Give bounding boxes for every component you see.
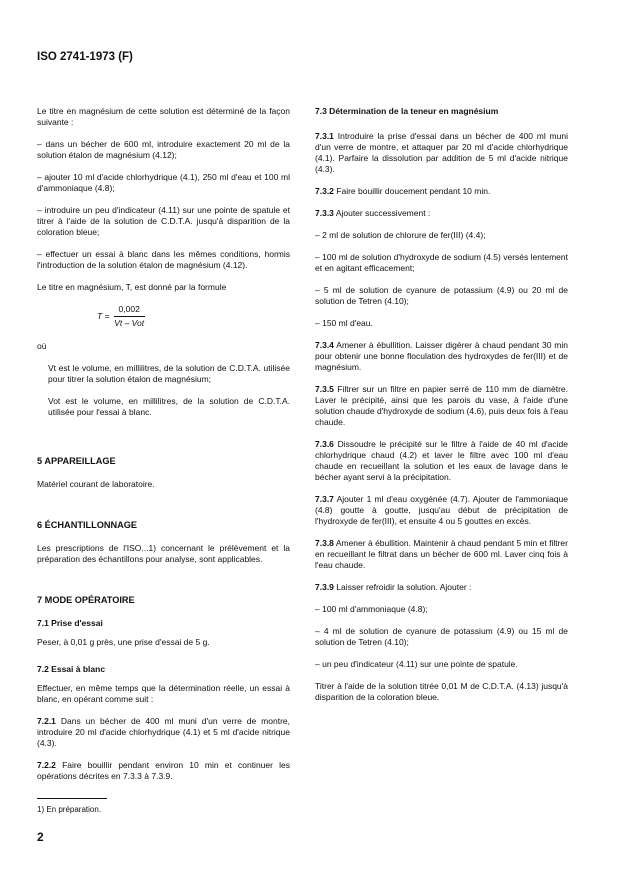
- document-header: ISO 2741-1973 (F): [37, 51, 133, 63]
- section-7-2-title: 7.2 Essai à blanc: [37, 664, 106, 674]
- section-text: Faire bouillir doucement pendant 10 min.: [336, 186, 491, 196]
- section-number: 7.3.6: [315, 439, 334, 449]
- section-7-3-8: [315, 538, 568, 571]
- list-item: – 100 ml de solution d'hydroxyde de sodium (4.5) versés lentement et en agitant efficacement;: [315, 252, 568, 273]
- section-7-title: 7 MODE OPÉRATOIRE: [37, 595, 135, 605]
- section-7-2-1: [37, 716, 290, 749]
- section-6-text: Les prescriptions de l'ISO...1) concernant le prélèvement et la préparation des échantillons pour analyse, sont applicables.: [37, 543, 290, 564]
- list-item: – 2 ml de solution de chlorure de fer(III) (4.4);: [315, 230, 486, 240]
- section-text: Amener à ébullition. Maintenir à chaud pendant 5 min et filtrer en recueillant le filtrat dans un bécher de 600 ml. Laver cinq fois à l'eau chaude.: [315, 538, 568, 570]
- step-item: – ajouter 10 ml d'acide chlorhydrique (4.1), 250 ml d'eau et 100 ml d'ammoniaque (4.8);: [37, 172, 290, 193]
- section-text: Amener à ébullition. Laisser digérer à chaud pendant 30 min pour obtenir une bonne floculation des hydroxydes de fer(III) et de magnésium.: [315, 340, 568, 372]
- section-text: Dans un bécher de 400 ml muni d'un verre de montre, introduire 20 ml d'acide chlorhydrique (4.1) et 5 ml d'acide nitrique (4.3).: [37, 716, 290, 748]
- section-text: Introduire la prise d'essai dans un bécher de 400 ml muni d'un verre de montre, et attaquer par 20 ml d'acide chlorhydrique (4.1). Parfaire la dissolution par addition de 5 ml d'acide nitrique (4.3).: [315, 131, 568, 174]
- section-5-text: Matériel courant de laboratoire.: [37, 479, 155, 489]
- section-7-3-9: [315, 582, 568, 593]
- section-text: Faire bouillir pendant environ 10 min et continuer les opérations décrites en 7.3.3 à 7.3.9.: [37, 760, 290, 781]
- section-number: 7.3.9: [315, 582, 334, 592]
- step-item: – dans un bécher de 600 ml, introduire exactement 20 ml de la solution étalon de magnésium (4.12);: [37, 139, 290, 160]
- section-7-3-2: [315, 186, 568, 197]
- intro-paragraph: Le titre en magnésium de cette solution est déterminé de la façon suivante :: [37, 106, 290, 127]
- list-item: – un peu d'indicateur (4.11) sur une pointe de spatule.: [315, 659, 518, 669]
- section-7-1-title: 7.1 Prise d'essai: [37, 618, 103, 628]
- formula-intro: Le titre en magnésium, T, est donné par la formule: [37, 282, 227, 292]
- section-7-3-5: [315, 384, 568, 428]
- section-7-3-3: [315, 208, 568, 219]
- section-text: Ajouter 1 ml d'eau oxygénée (4.7). Ajouter de l'ammoniaque (4.8) goutte à goutte, jusqu'au début de précipitation de l'hydroxyde de fer(III), et ensuite 4 ou 5 gouttes en excès.: [315, 494, 568, 526]
- section-7-3-7: [315, 494, 568, 527]
- section-number: 7.3.3: [315, 208, 334, 218]
- step-item: – effectuer un essai à blanc dans les mêmes conditions, hormis l'introduction de la solution étalon de magnésium (4.12).: [37, 249, 290, 270]
- step-item: – introduire un peu d'indicateur (4.11) sur une pointe de spatule et titrer à l'aide de la solution de C.D.T.A. jusqu'à disparition de la coloration bleue;: [37, 205, 290, 237]
- footnote: 1) En préparation.: [37, 805, 102, 814]
- left-column: [37, 106, 290, 793]
- formula: [97, 304, 290, 329]
- list-item: – 100 ml d'ammoniaque (4.8);: [315, 604, 428, 614]
- section-6-title: 6 ÉCHANTILLONNAGE: [37, 520, 138, 530]
- section-number: 7.2.2: [37, 760, 56, 770]
- section-text: Ajouter successivement :: [335, 208, 431, 218]
- right-column: [315, 106, 568, 714]
- final-paragraph: Titrer à l'aide de la solution titrée 0,01 M de C.D.T.A. (4.13) jusqu'à disparition de la coloration bleue.: [315, 681, 568, 702]
- section-7-3-1: [315, 131, 568, 175]
- section-number: 7.3.4: [315, 340, 334, 350]
- section-7-1-text: Peser, à 0,01 g près, une prise d'essai de 5 g.: [37, 637, 210, 647]
- list-item: – 4 ml de solution de cyanure de potassium (4.9) ou 15 ml de solution de Tetren (4.10);: [315, 626, 568, 647]
- section-7-2-2: [37, 760, 290, 782]
- page-number: 2: [37, 830, 44, 844]
- footnote-divider: [37, 798, 107, 799]
- section-7-3-title: 7.3 Détermination de la teneur en magnésium: [315, 106, 499, 116]
- formula-denominator: Vt – Vot: [114, 318, 145, 328]
- section-7-3-6: [315, 439, 568, 483]
- section-number: 7.3.5: [315, 384, 334, 394]
- formula-lhs: T =: [97, 311, 110, 321]
- definition-vt: Vt est le volume, en millilitres, de la solution de C.D.T.A. utilisée pour titrer la solution étalon de magnésium;: [48, 363, 290, 384]
- section-number: 7.3.1: [315, 131, 334, 141]
- formula-fraction: [114, 304, 145, 329]
- section-number: 7.2.1: [37, 716, 56, 726]
- section-number: 7.3.8: [315, 538, 334, 548]
- section-text: Laisser refroidir la solution. Ajouter :: [336, 582, 472, 592]
- section-7-3-4: [315, 340, 568, 373]
- list-item: – 5 ml de solution de cyanure de potassium (4.9) ou 20 ml de solution de Tetren (4.10);: [315, 285, 568, 306]
- ou-label: où: [37, 341, 47, 351]
- section-text: Dissoudre le précipité sur le filtre à l'aide de 40 ml d'acide chlorhydrique chaud (4.2) et laver le filtre avec 100 ml d'eau chaude en recueillant la solution et les eaux de lavage dans le bécher ayant servi à la précipitation.: [315, 439, 568, 482]
- section-7-2-text: Effectuer, en même temps que la détermination réelle, un essai à blanc, en opérant comme suit :: [37, 683, 290, 704]
- definition-vot: Vot est le volume, en millilitres, de la solution de C.D.T.A. utilisée pour l'essai à blanc.: [48, 396, 290, 417]
- section-text: Filtrer sur un filtre en papier serré de 110 mm de diamètre. Laver le précipité, ainsi que les parois du vase, à l'aide d'une solution chaude d'hydroxyde de sodium (4.6), puis deux fois à l'eau chaude.: [315, 384, 568, 427]
- section-5-title: 5 APPAREILLAGE: [37, 456, 116, 466]
- section-number: 7.3.7: [315, 494, 334, 504]
- formula-numerator: 0,002: [114, 304, 145, 317]
- section-number: 7.3.2: [315, 186, 334, 196]
- list-item: – 150 ml d'eau.: [315, 318, 373, 328]
